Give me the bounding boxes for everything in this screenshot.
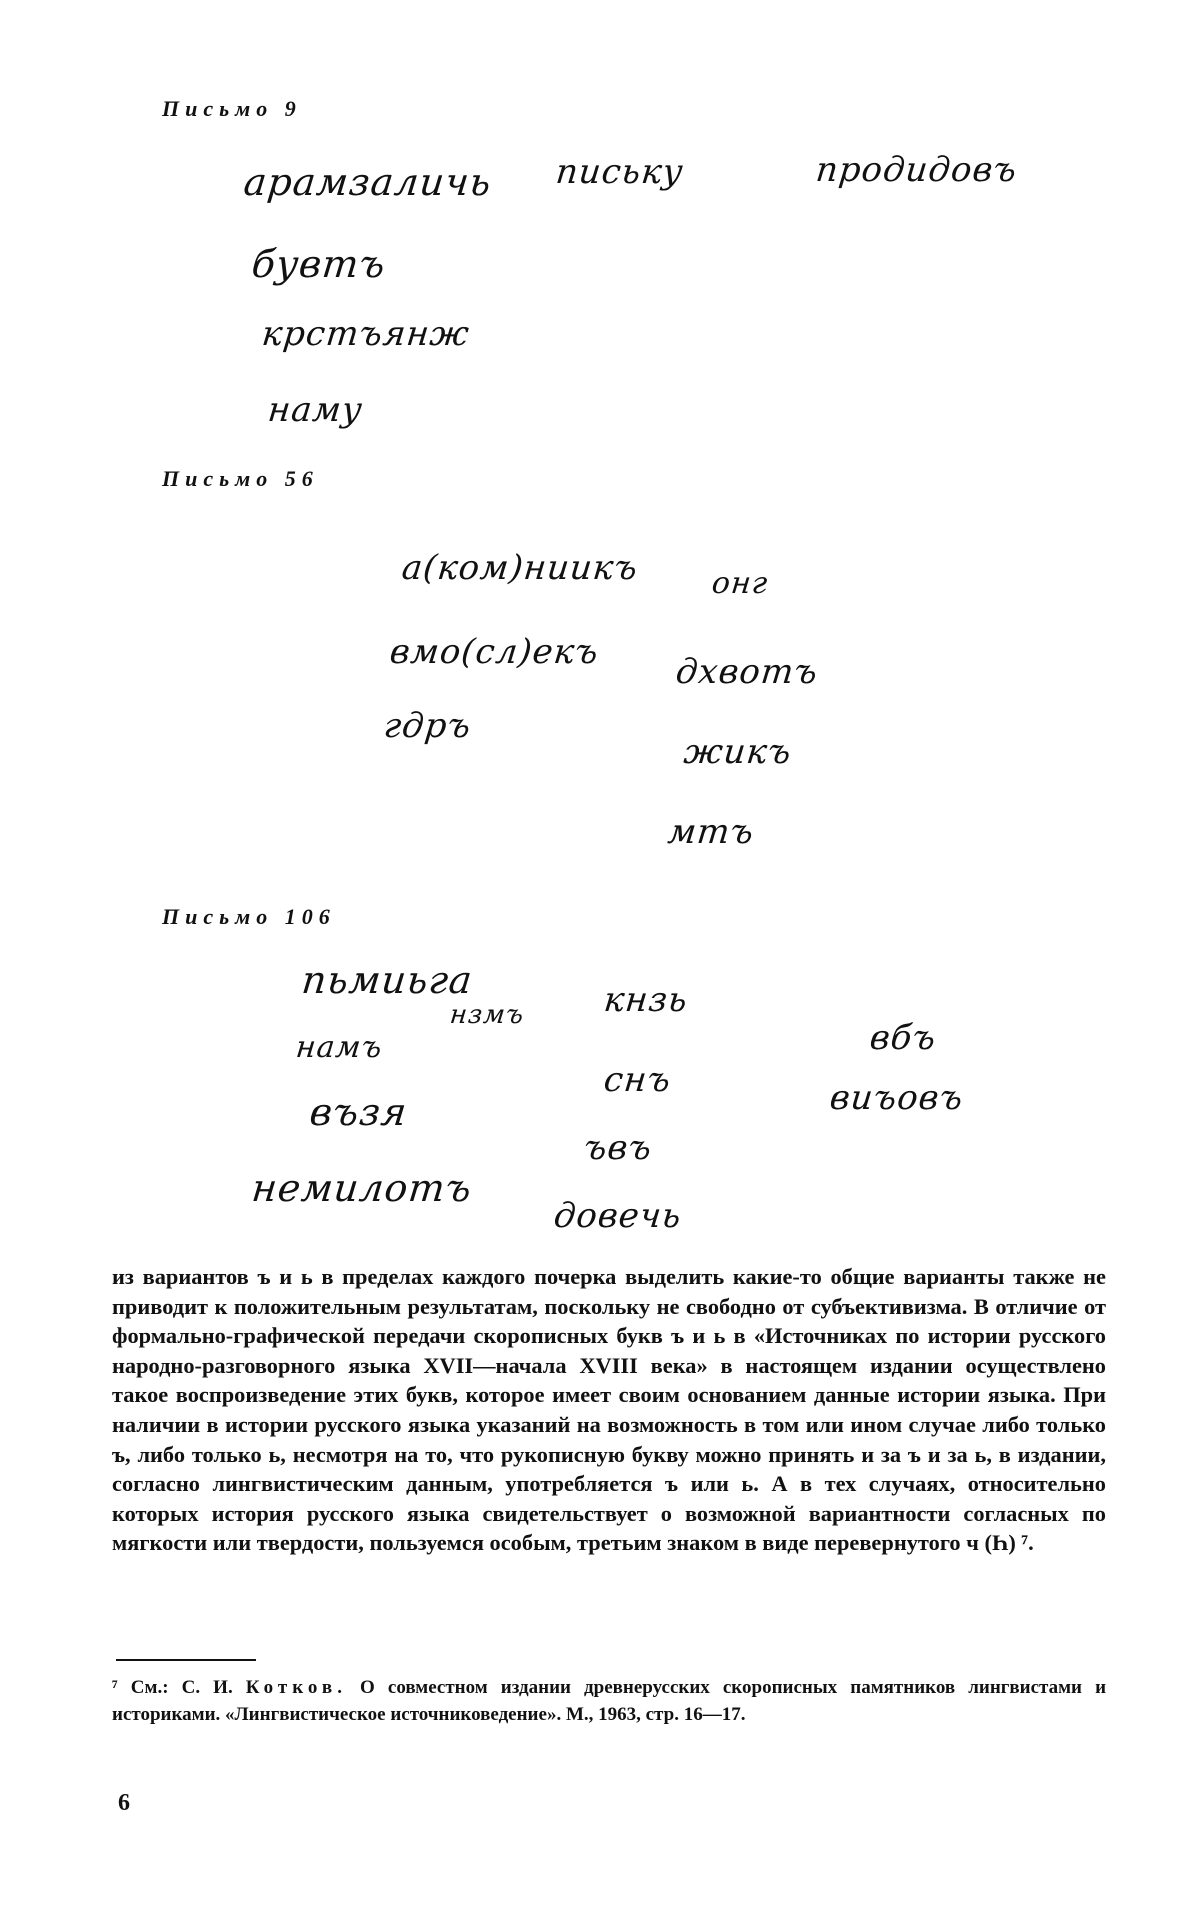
handwritten-word: гдръ: [381, 706, 474, 746]
page-number: 6: [118, 1790, 130, 1816]
footnote-marker: ⁷: [112, 1677, 118, 1698]
footnote-text: О совместном издании древнерусских скорописных памятников лингвистами и историками. «Лингвистическое источниковедение». М., 1963, стр. 16—17.: [112, 1677, 1107, 1725]
footnote-lead: См.: С. И.: [130, 1677, 233, 1698]
handwritten-word: довечь: [551, 1196, 684, 1236]
handwritten-word: виъовъ: [827, 1078, 966, 1118]
handwritten-word: немилотъ: [249, 1166, 475, 1210]
body-paragraph: [112, 1262, 1106, 1558]
handwritten-word: бувтъ: [249, 242, 389, 286]
handwritten-word: дхвотъ: [673, 652, 820, 692]
body-paragraph-text: из вариантов ъ и ь в пределах каждого почерка выделить какие-то общие варианты также не приводит к положительным результатам, поскольку не свободно от субъективизма. В отличие от формально-графической передачи скорописных букв ъ и ь в «Источниках по истории русского народно-разговорного языка XVII—начала XVIII века» в настоящем издании осуществлено такое воспроизведение этих букв, которое имеет своим основанием данные истории языка. При наличии в истории русского языка указаний на возможность в том или ином случае либо только ъ, либо только ь, несмотря на то, что рукописную букву можно принять и за ъ и за ь, в издании, согласно лингвистическим данным, употребляется ъ или ь. А в тех случаях, относительно которых история русского языка свидетельствует о возможной вариантности согласных по мягкости или твердости, пользуемся особым, третьим знаком в виде перевернутого ч (Һ) ⁷.: [112, 1264, 1106, 1556]
footnote-author: Котков.: [245, 1677, 347, 1698]
handwritten-word: письку: [553, 152, 686, 192]
handwritten-word: намъ: [294, 1030, 385, 1065]
handwritten-word: наму: [265, 390, 365, 430]
handwritten-word: жикъ: [681, 732, 794, 772]
handwritten-word: онг: [710, 566, 770, 601]
handwritten-word: а(ком)ниикъ: [399, 548, 641, 588]
section-heading-3: Письмо 106: [162, 904, 336, 929]
handwritten-word: кнзь: [601, 980, 690, 1020]
footnote: [112, 1674, 1106, 1728]
handwritten-word: снъ: [601, 1060, 674, 1100]
section-heading-2: Письмо 56: [162, 466, 319, 491]
handwritten-word: вбъ: [867, 1018, 939, 1058]
handwritten-word: вмо(сл)екъ: [387, 632, 601, 672]
footnote-divider: [116, 1659, 256, 1661]
handwritten-word: ъвъ: [581, 1128, 655, 1168]
handwritten-word: нзмъ: [448, 1000, 526, 1030]
handwritten-word: възя: [307, 1090, 410, 1134]
section-heading-1: Письмо 9: [162, 96, 302, 121]
handwritten-word: арамзаличь: [241, 160, 494, 204]
handwritten-word: пьмиьга: [299, 958, 476, 1002]
handwritten-word: крстъянж: [259, 314, 472, 354]
handwritten-word: мтъ: [665, 812, 757, 852]
handwritten-word: продидовъ: [813, 150, 1020, 190]
